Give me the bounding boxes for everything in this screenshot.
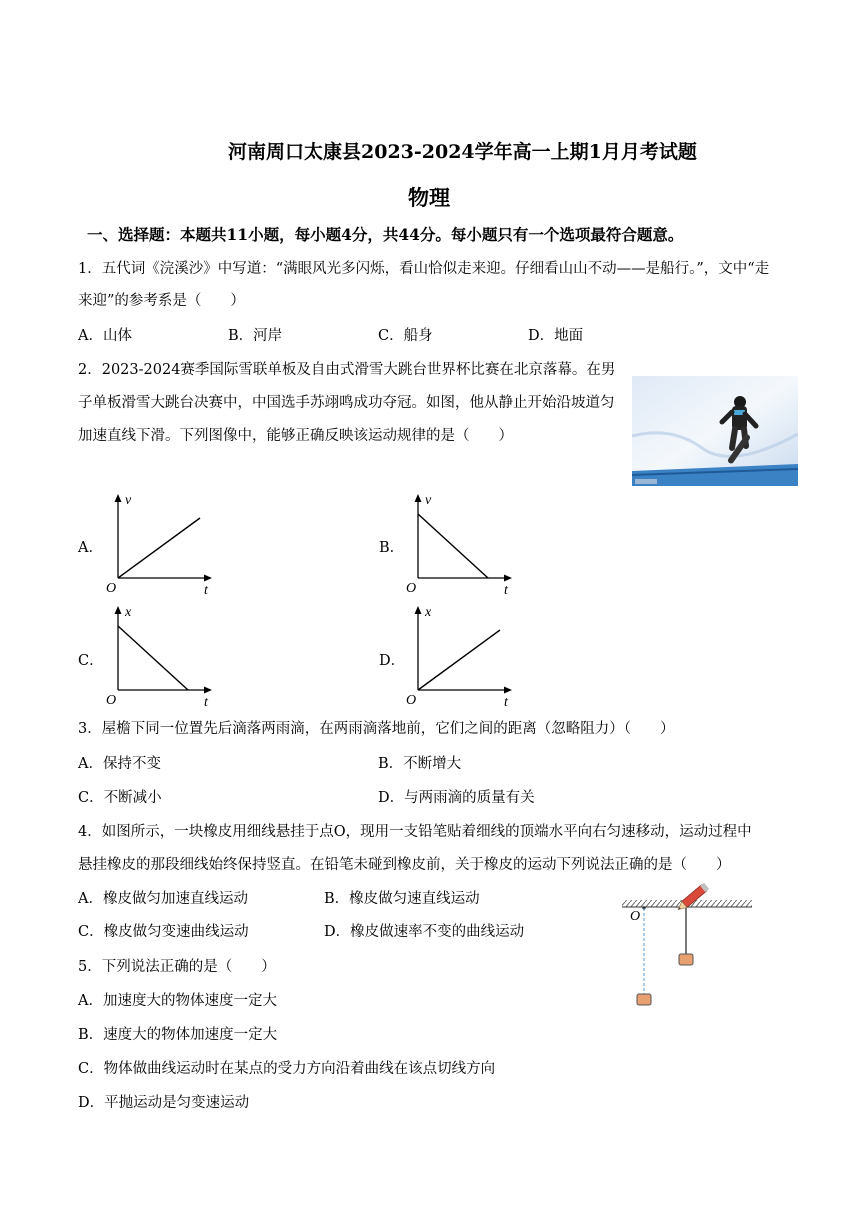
q5-option-b: B．速度大的物体加速度一定大 [78,1027,278,1043]
graph-d-origin-label: O [406,693,417,708]
graph-a [104,490,214,598]
q2-option-a-label: A． [78,540,103,556]
q4-option-b: B．橡皮做匀速直线运动 [324,891,480,907]
graph-d-x-label: t [504,695,508,710]
exam-title: 河南周口太康县2023-2024学年高一上期1月月考试题 [228,141,697,163]
q1-stem-line1: 1．五代词《浣溪沙》中写道：“满眼风光多闪烁，看山恰似走来迎。仔细看山山不动——是船行。”，文中“走 [78,261,770,277]
graph-a-plot-line [118,518,200,578]
graph-d-x-arrow [504,687,512,694]
graph-c-y-label: x [125,605,132,620]
pencil-icon [676,883,709,913]
graph-b-origin-label: O [406,581,417,596]
eraser-current [679,954,693,965]
q5-stem: 5．下列说法正确的是（ ） [78,959,276,975]
q2-option-d-label: D． [379,653,406,669]
graph-a-x-arrow [204,575,212,582]
q5-option-c: C．物体做曲线运动时在某点的受力方向沿着曲线在该点切线方向 [78,1061,496,1077]
q4-option-d: D．橡皮做速率不变的曲线运动 [324,924,525,940]
graph-c-y-arrow [115,606,122,614]
graph-b-x-arrow [504,575,512,582]
graph-b-plot-line [418,514,488,578]
q5-option-d: D．平抛运动是匀变速运动 [78,1095,250,1111]
q3-option-a: A．保持不变 [78,756,161,772]
q1-stem-line2: 来迎”的参考系是（ ） [78,293,245,309]
graph-c-x-arrow [204,687,212,694]
q4-stem-line1: 4．如图所示，一块橡皮用细线悬挂于点O，现用一支铅笔贴着细线的顶端水平向右匀速移动，运动过程中 [78,824,752,840]
q1-option-d: D．地面 [528,328,584,344]
graph-b-x-label: t [504,583,508,598]
q2-option-b-label: B． [379,540,405,556]
graph-c-origin-label: O [106,693,117,708]
q3-option-b: B．不断增大 [378,756,462,772]
q2-stem-line3: 加速直线下滑。下列图像中，能够正确反映该运动规律的是（ ） [78,428,513,444]
q4-stem-line2: 悬挂橡皮的那段细线始终保持竖直。在铅笔未碰到橡皮前，关于橡皮的运动下列说法正确的是（ ） [78,857,731,873]
graph-c [104,602,214,710]
point-o-label: O [630,909,641,924]
graph-a-origin-label: O [106,581,117,596]
q2-option-c-label: C． [78,653,104,669]
graph-b [404,490,514,598]
q1-option-b: B．河岸 [228,328,283,344]
q3-option-c: C．不断减小 [78,790,162,806]
graph-b-y-arrow [415,494,422,502]
q4-option-a: A．橡皮做匀加速直线运动 [78,891,248,907]
section-heading: 一、选择题：本题共11小题，每小题4分，共44分。每小题只有一个选项最符合题意。 [87,225,684,244]
q1-option-c: C．船身 [378,328,433,344]
graph-c-plot-line [118,626,188,690]
graph-d [404,602,514,710]
q2-stem-line2: 子单板滑雪大跳台决赛中，中国选手苏翊鸣成功夺冠。如图，他从静止开始沿坡道匀 [78,395,615,411]
eraser-initial [637,994,651,1005]
graph-d-plot-line [418,630,500,690]
graph-d-y-label: x [425,605,432,620]
graph-a-x-label: t [204,583,208,598]
q2-stem-line1: 2．2023-2024赛季国际雪联单板及自由式滑雪大跳台世界杯比赛在北京落幕。在男 [78,362,616,378]
graph-d-y-arrow [415,606,422,614]
q1-option-a: A．山体 [78,328,132,344]
graph-a-y-arrow [115,494,122,502]
q4-option-c: C．橡皮做匀变速曲线运动 [78,924,249,940]
q5-option-a: A．加速度大的物体速度一定大 [78,993,277,1009]
snowboarder-photo [632,376,798,486]
graph-a-y-label: v [125,493,132,508]
pencil-eraser-figure [620,884,755,1014]
graph-c-x-label: t [204,695,208,710]
graph-b-y-label: v [425,493,432,508]
subject-title: 物理 [408,185,450,210]
q3-option-d: D．与两雨滴的质量有关 [378,790,535,806]
q3-stem: 3．屋檐下同一位置先后滴落两雨滴，在两雨滴落地前，它们之间的距离（忽略阻力）（ ） [78,721,675,737]
